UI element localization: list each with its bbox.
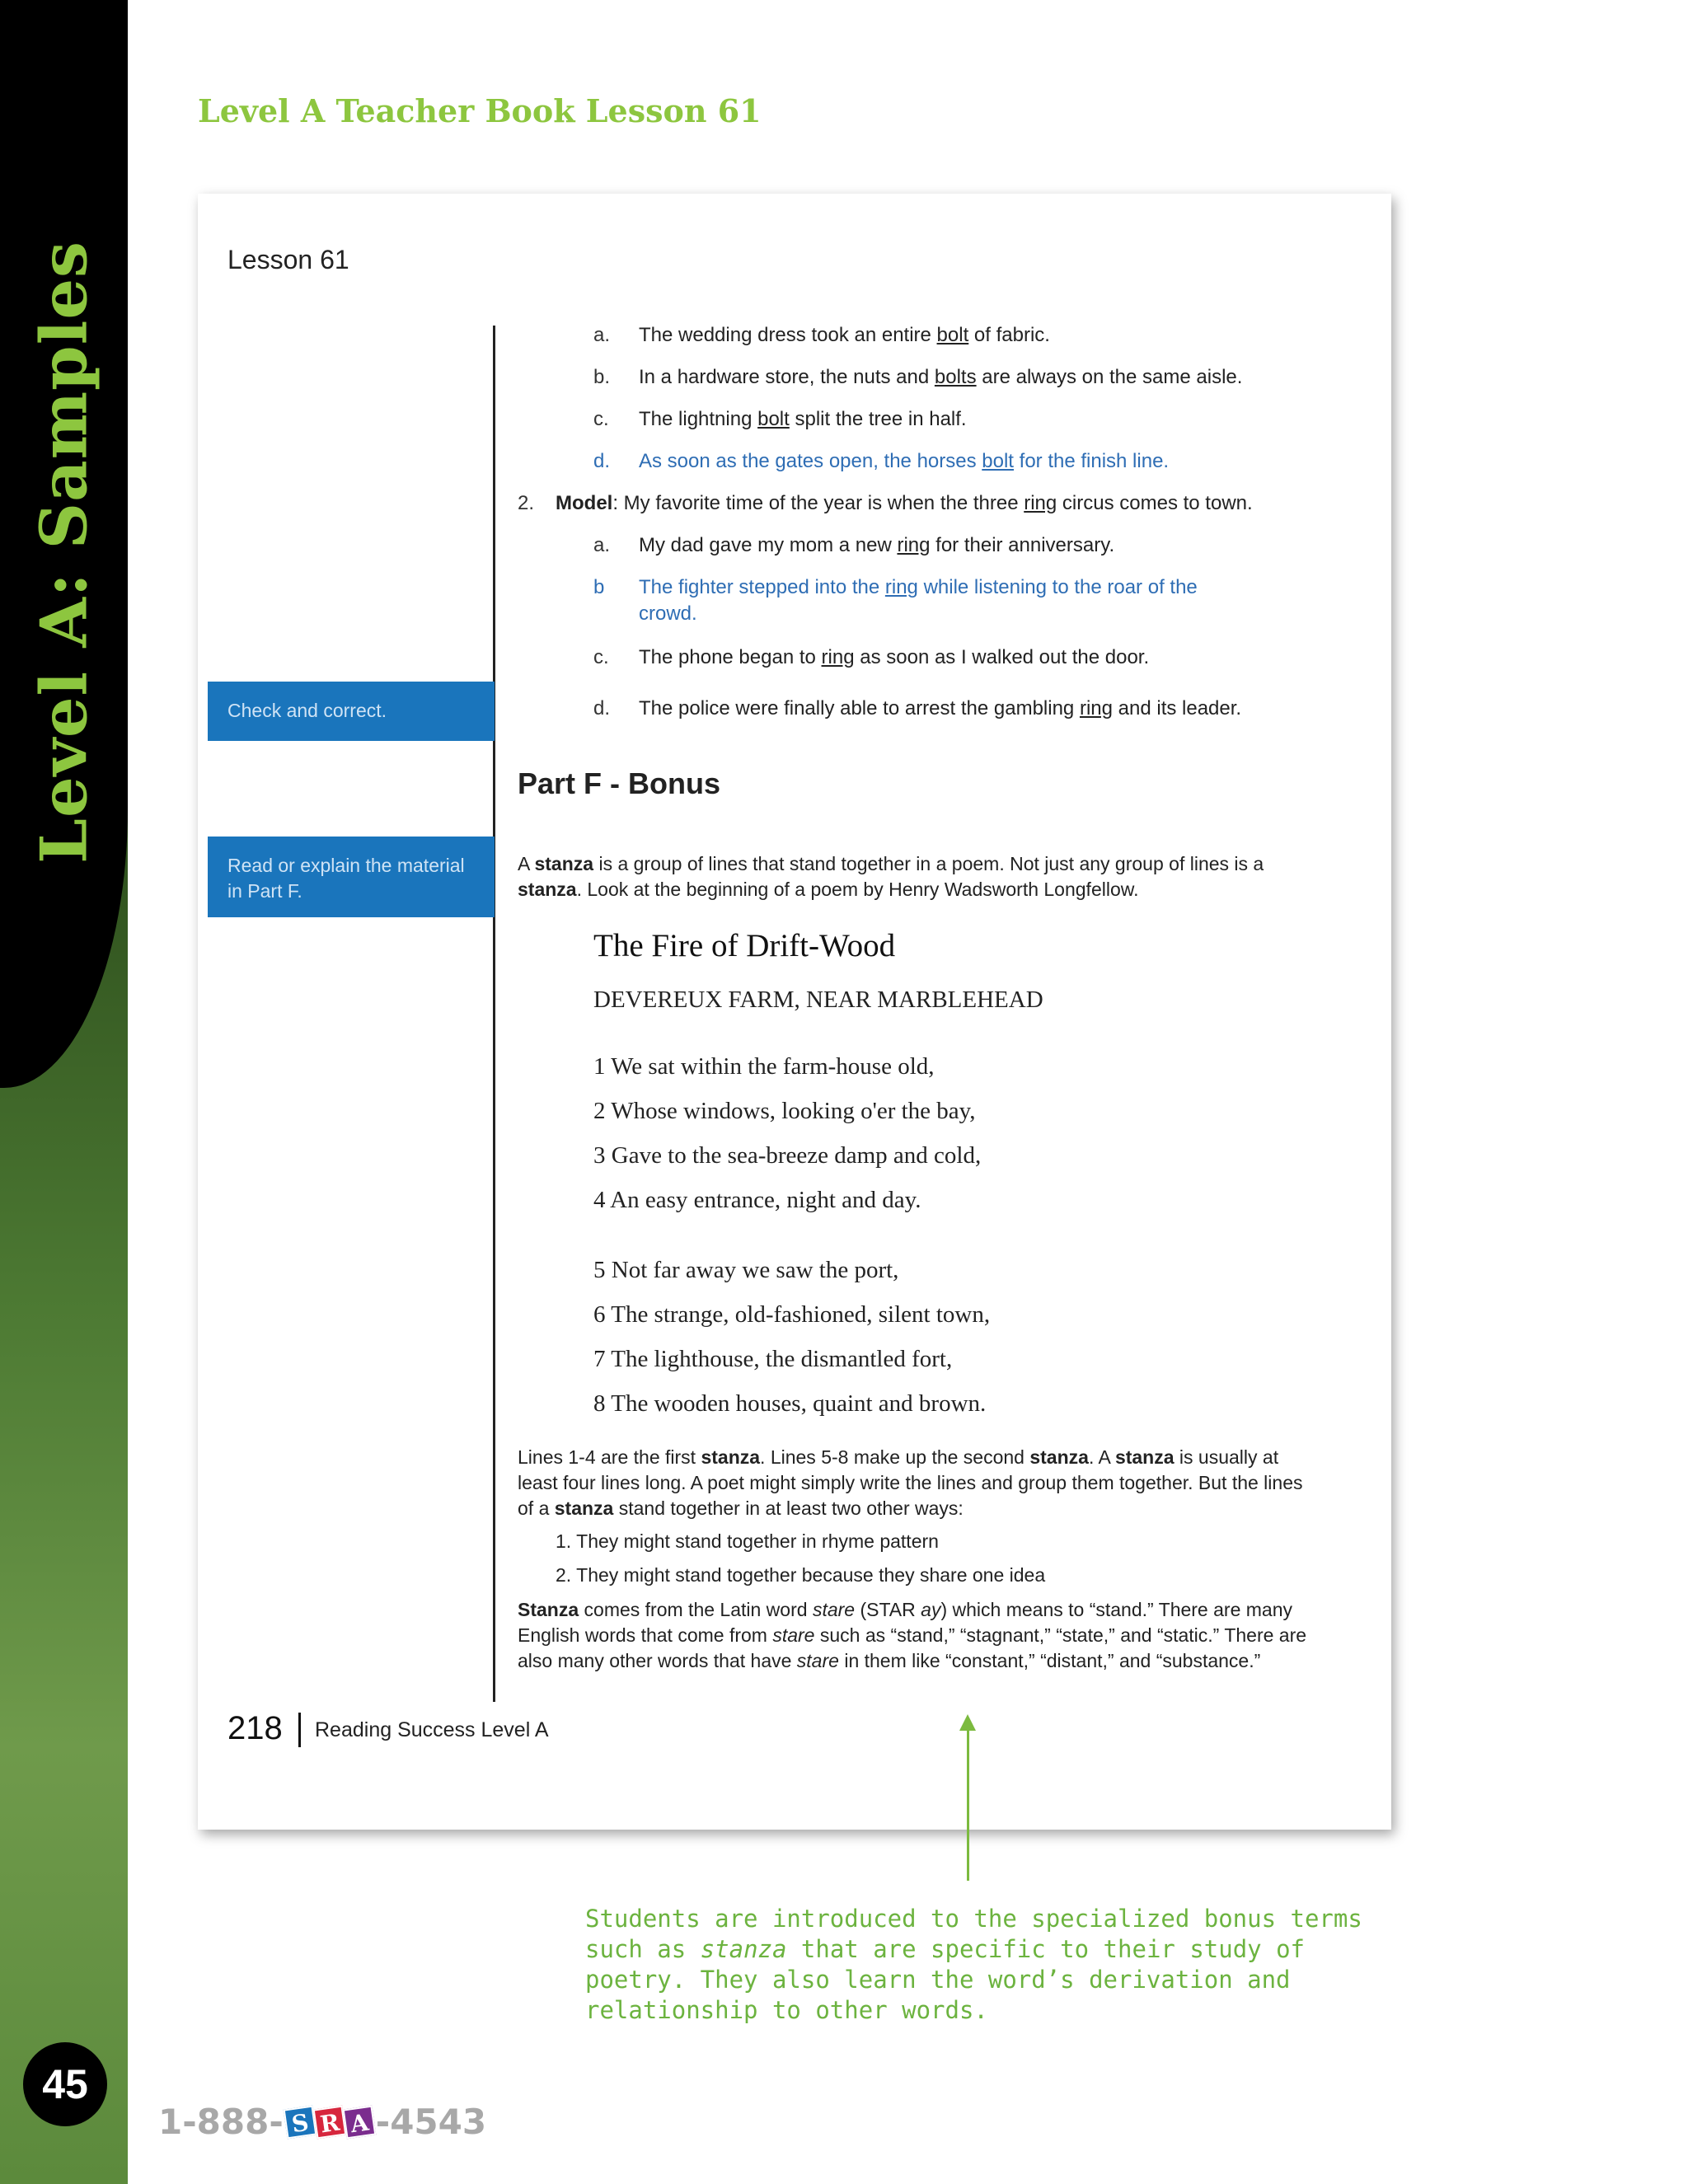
phone-number: 1-888- S R A -4543 bbox=[158, 2102, 487, 2142]
page-number-badge: 45 bbox=[23, 2042, 107, 2126]
item-letter: d. bbox=[593, 450, 611, 472]
sra-logo-icon: S R A bbox=[285, 2107, 374, 2137]
list-item: The police were finally able to arrest the gambling ring and its leader. bbox=[639, 697, 1242, 719]
item-letter: b bbox=[593, 576, 605, 598]
item-letter: d. bbox=[593, 697, 611, 719]
side-box-read: Read or explain the material in Part F. bbox=[208, 837, 495, 917]
poem-line: 8 The wooden houses, quaint and brown. bbox=[593, 1390, 987, 1417]
list-item: The phone began to ring as soon as I walked out the door. bbox=[639, 646, 1150, 668]
poem-line: 7 The lighthouse, the dismantled fort, bbox=[593, 1346, 953, 1372]
list-item: As soon as the gates open, the horses bolt for the finish line. bbox=[639, 450, 1170, 472]
teacher-book-page bbox=[198, 194, 1391, 1830]
list-item: In a hardware store, the nuts and bolts are always on the same aisle. bbox=[639, 366, 1243, 388]
poem-line: 1 We sat within the farm-house old, bbox=[593, 1053, 935, 1080]
item-letter: b. bbox=[593, 366, 611, 388]
lesson-label: Lesson 61 bbox=[227, 245, 349, 274]
part-heading: Part F - Bonus bbox=[518, 766, 721, 800]
origin-paragraph: Stanza comes from the Latin word stare (STAR ay) which means to “stand.” There are many English words that come from stare such as “stand,” “stagnant,” “state,” and “static.” There are also many other words that have stare in them like “constant,” “distant,” and “substance.” bbox=[518, 1599, 1307, 1671]
poem-title: The Fire of Drift-Wood bbox=[593, 928, 896, 963]
sidebar bbox=[0, 0, 128, 2184]
item-letter: c. bbox=[593, 646, 609, 668]
list-item: 2. They might stand together because they share one idea bbox=[556, 1564, 1046, 1586]
poem-subtitle: DEVEREUX FARM, NEAR MARBLEHEAD bbox=[593, 987, 1043, 1013]
poem-line: 3 Gave to the sea-breeze damp and cold, bbox=[593, 1142, 982, 1169]
annotation-arrow bbox=[967, 1724, 969, 1881]
margin-rule bbox=[493, 326, 495, 1702]
list-item: 1. They might stand together in rhyme pattern bbox=[556, 1530, 939, 1552]
item-letter: a. bbox=[593, 534, 611, 556]
list-item-continuation: crowd. bbox=[639, 602, 697, 625]
model-sentence: Model: My favorite time of the year is when the three ring circus comes to town. bbox=[556, 492, 1253, 514]
annotation-text: Students are introduced to the specialized bonus terms such as stanza that are specific to their study of poetry. They also learn the word’s derivation and relationship to other words. bbox=[585, 1905, 1362, 2024]
item-letter: a. bbox=[593, 324, 611, 346]
explain-paragraph: Lines 1-4 are the first stanza. Lines 5-8 make up the second stanza. A stanza is usually at least four lines long. A poet might simply write the lines and group them together. But the lines of a stanza stand together in at least two other ways: bbox=[518, 1446, 1303, 1519]
page-title: Level A Teacher Book Lesson 61 bbox=[198, 92, 762, 129]
list-item: The lightning bolt split the tree in half. bbox=[639, 408, 967, 430]
poem-line: 2 Whose windows, looking o'er the bay, bbox=[593, 1098, 976, 1124]
footer-divider bbox=[298, 1713, 301, 1747]
book-title: Reading Success Level A bbox=[315, 1718, 549, 1741]
poem-line: 4 An easy entrance, night and day. bbox=[593, 1187, 921, 1213]
list-item: My dad gave my mom a new ring for their anniversary. bbox=[639, 534, 1115, 556]
item-letter: c. bbox=[593, 408, 609, 430]
poem-line: 6 The strange, old-fashioned, silent town, bbox=[593, 1301, 991, 1328]
list-item: The fighter stepped into the ring while listening to the roar of the bbox=[639, 576, 1198, 598]
intro-paragraph: A stanza is a group of lines that stand together in a poem. Not just any group of lines is a stanza. Look at the beginning of a poem by Henry Wadsworth Longfellow. bbox=[518, 853, 1264, 900]
model-number: 2. bbox=[518, 492, 535, 514]
poem-line: 5 Not far away we saw the port, bbox=[593, 1257, 899, 1283]
sidebar-title: Level A: Samples bbox=[26, 241, 101, 864]
side-box-check: Check and correct. bbox=[208, 682, 495, 741]
list-item: The wedding dress took an entire bolt of fabric. bbox=[639, 324, 1050, 346]
book-page-number: 218 bbox=[227, 1710, 283, 1746]
